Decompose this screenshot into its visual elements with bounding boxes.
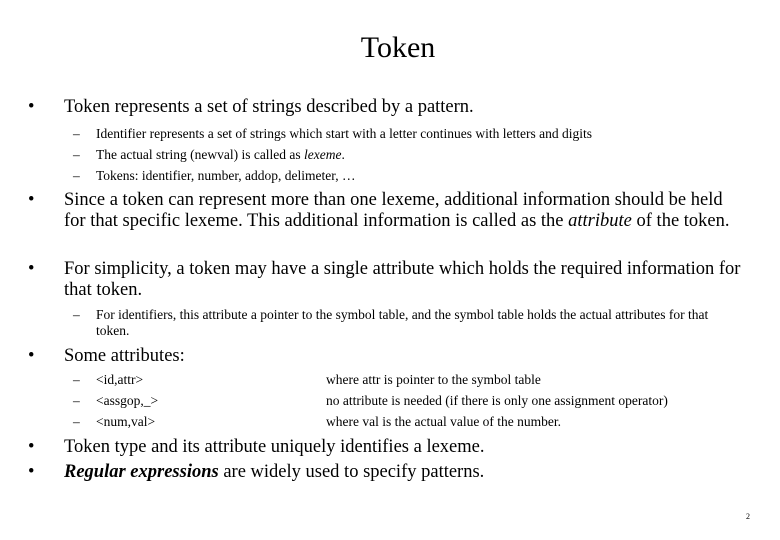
attribute-token: <num,val> <box>96 414 156 429</box>
dash-glyph: – <box>73 126 80 141</box>
dash-glyph: – <box>73 393 80 408</box>
attribute-row <box>73 372 733 388</box>
bullet-glyph: • <box>28 437 35 457</box>
bullet-glyph: • <box>28 346 35 366</box>
bullet-text: Some attributes: <box>64 346 185 366</box>
dash-glyph: – <box>73 414 80 429</box>
bullet-glyph: • <box>28 259 35 279</box>
bullet-item <box>28 462 748 483</box>
sub-bullet-item <box>73 126 733 142</box>
sub-bullet-item <box>73 168 733 184</box>
bullet-item <box>28 97 748 118</box>
page-number: 2 <box>746 512 750 521</box>
bullet-text: Token type and its attribute uniquely identifies a lexeme. <box>64 437 485 457</box>
slide-title: Token <box>360 31 436 64</box>
bullet-item <box>28 346 748 367</box>
dash-glyph: – <box>73 372 80 387</box>
attribute-token: <id,attr> <box>96 372 144 387</box>
dash-glyph: – <box>73 168 80 183</box>
sub-bullet-item <box>73 307 713 339</box>
bullet-text: Regular expressions are widely used to specify patterns. <box>64 462 485 482</box>
bullet-glyph: • <box>28 97 35 117</box>
attribute-row <box>73 414 733 430</box>
sub-bullet-text: For identifiers, this attribute a pointer to the symbol table, and the symbol table holds the actual attributes for that token. <box>96 307 709 338</box>
attribute-description: where attr is pointer to the symbol table <box>326 372 541 387</box>
sub-bullet-text: Identifier represents a set of strings which start with a letter continues with letters and digits <box>96 126 592 141</box>
sub-bullet-text: The actual string (newval) is called as lexeme. <box>96 147 345 162</box>
sub-bullet-text: Tokens: identifier, number, addop, delimeter, … <box>96 168 356 183</box>
bullet-text: Token represents a set of strings described by a pattern. <box>64 97 474 117</box>
bullet-item <box>28 190 748 232</box>
term-lexeme: lexeme <box>304 147 342 162</box>
sub-bullet-item <box>73 147 733 163</box>
attribute-description: no attribute is needed (if there is only one assignment operator) <box>326 393 668 408</box>
bullet-item <box>28 259 748 301</box>
dash-glyph: – <box>73 147 80 162</box>
attribute-row <box>73 393 733 409</box>
bullet-glyph: • <box>28 462 35 482</box>
attribute-description: where val is the actual value of the number. <box>326 414 562 429</box>
bullet-text: For simplicity, a token may have a single attribute which holds the required information for that token. <box>64 259 741 300</box>
bullet-glyph: • <box>28 190 35 210</box>
bullet-item <box>28 437 748 458</box>
attribute-token: <assgop,_> <box>96 393 159 408</box>
term-attribute: attribute <box>568 211 632 231</box>
dash-glyph: – <box>73 307 80 322</box>
bullet-text: Since a token can represent more than one lexeme, additional information should be held for that specific lexeme. This additional information is called as the attribute of the token. <box>64 190 730 231</box>
term-regular-expressions: Regular expressions <box>64 462 219 482</box>
